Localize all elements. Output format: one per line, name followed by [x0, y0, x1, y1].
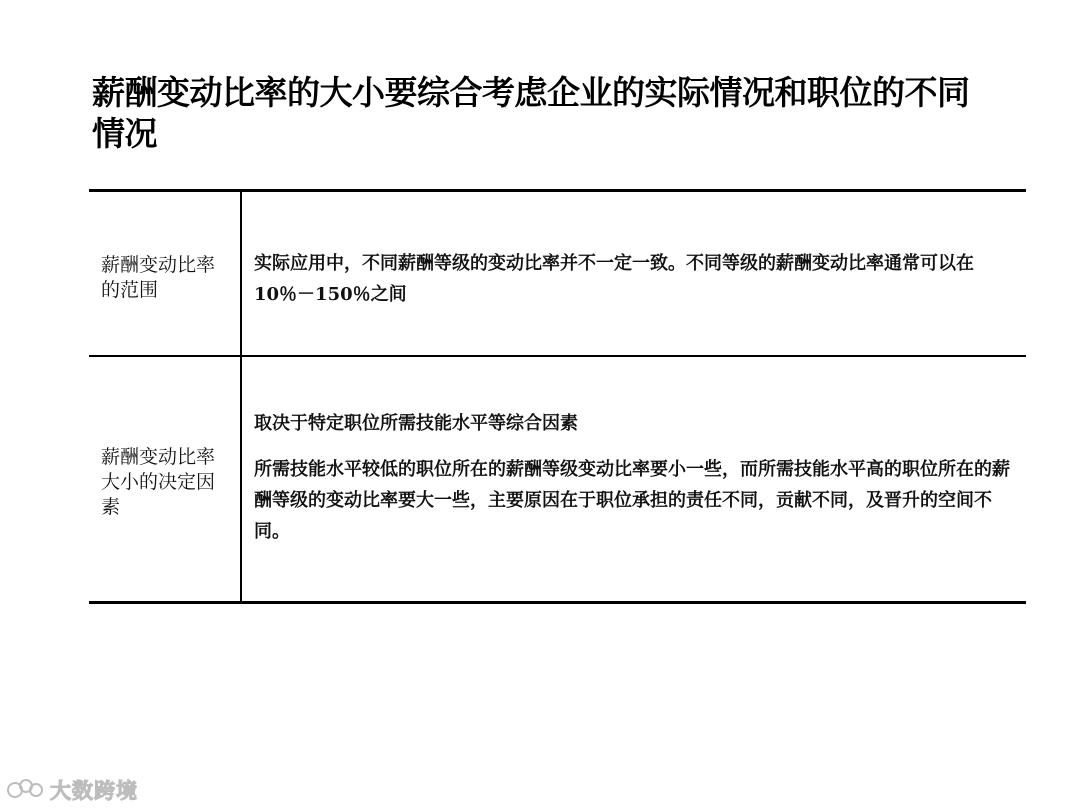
row-label-factors: 薪酬变动比率大小的决定因素	[101, 446, 216, 518]
row-label-range: 薪酬变动比率的范围	[101, 254, 216, 301]
watermark-text: 大数跨境	[50, 779, 138, 803]
table-top-rule	[89, 189, 1026, 192]
table-row-divider	[89, 355, 1026, 357]
page-title: 薪酬变动比率的大小要综合考虑企业的实际情况和职位的不同情况	[92, 73, 970, 153]
table-bottom-rule	[89, 601, 1026, 604]
row-content-factors-summary: 取决于特定职位所需技能水平等综合因素	[254, 413, 578, 434]
table-column-divider	[240, 192, 242, 601]
watermark	[6, 775, 138, 805]
logo-icon	[6, 777, 44, 803]
row-content-range: 实际应用中，不同薪酬等级的变动比率并不一定一致。不同等级的薪酬变动比率通常可以在10％－150％之间	[254, 253, 974, 305]
row-content-factors-detail: 所需技能水平较低的职位所在的薪酬等级变动比率要小一些，而所需技能水平高的职位所在的薪酬等级的变动比率要大一些，主要原因在于职位承担的责任不同，贡献不同，及晋升的空间不同。	[254, 459, 1010, 542]
